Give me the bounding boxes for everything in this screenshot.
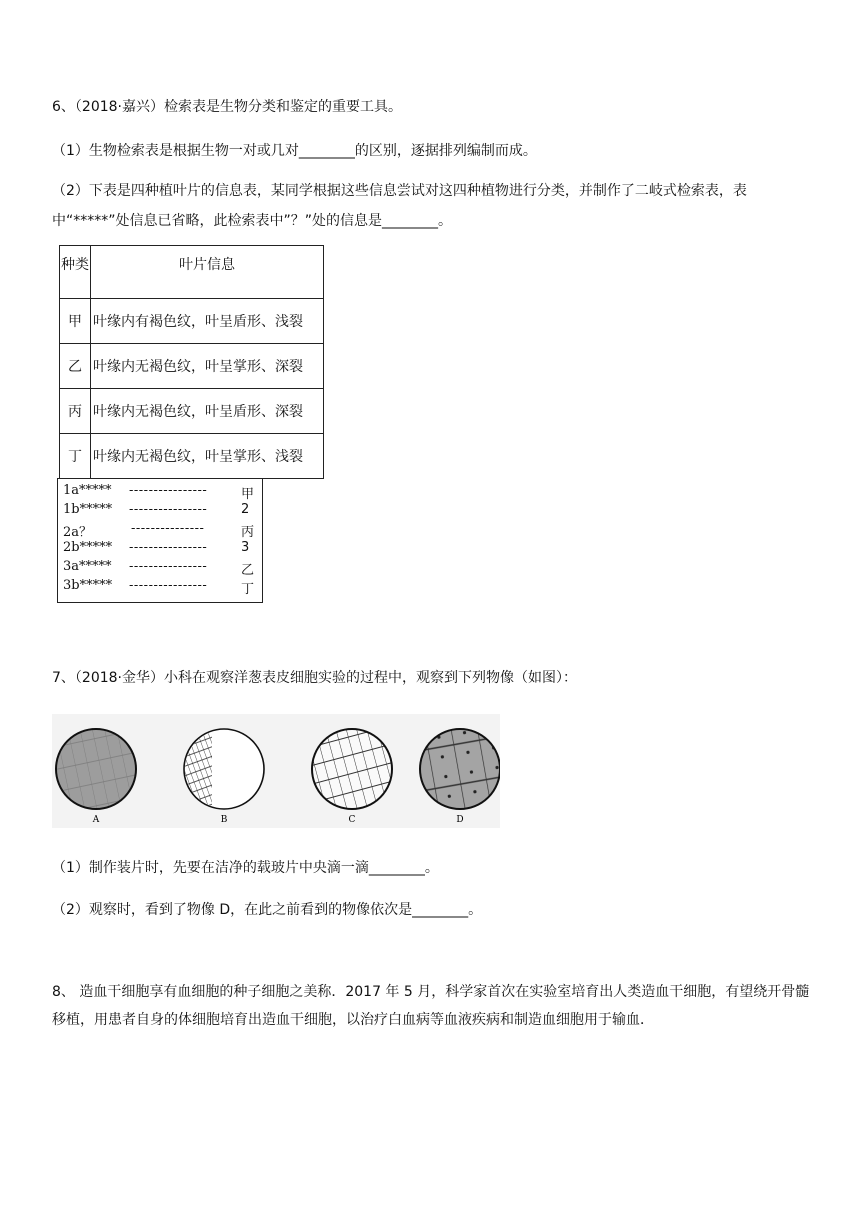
key-row: [63, 502, 258, 520]
table-header-leaf-info: 叶片信息: [91, 246, 324, 299]
key-result: 3: [241, 540, 250, 555]
table-row: [60, 299, 324, 344]
key-label: 1a*****: [63, 483, 112, 498]
key-result: 乙: [241, 563, 255, 578]
table-cell-leaf-info: 叶缘内无褐色纹，叶呈盾形、深裂: [91, 389, 324, 434]
table-cell-kind: 丙: [60, 389, 91, 434]
key-dashes: ----------------: [129, 502, 208, 517]
key-dashes: ---------------: [131, 521, 205, 536]
key-result: 丙: [241, 525, 255, 540]
image-label-a: A: [92, 815, 100, 825]
key-label: 2b*****: [63, 540, 113, 555]
table-cell-kind: 丁: [60, 434, 91, 479]
leaf-info-table: [59, 245, 324, 479]
table-cell-leaf-info: 叶缘内无褐色纹，叶呈掌形、浅裂: [91, 434, 324, 479]
q7-part2: （2）观察时，看到了物像 D，在此之前看到的物像依次是________。: [52, 902, 483, 918]
key-dashes: ----------------: [129, 483, 208, 498]
key-label: 1b*****: [63, 502, 113, 517]
table-header-kind: 种类: [60, 246, 91, 299]
q6-part2-line2: 中“*****”处信息已省略，此检索表中”？”处的信息是________。: [52, 213, 453, 229]
q6-part1: （1）生物检索表是根据生物一对或几对________的区别，逐据排列编制而成。: [52, 143, 537, 159]
key-result: 丁: [241, 582, 255, 597]
key-label: 2a？: [63, 525, 93, 540]
key-row: [63, 540, 258, 558]
microscope-views-illustration: [52, 714, 500, 828]
q7-part1: （1）制作装片时，先要在洁净的载玻片中央滴一滴________。: [52, 860, 439, 876]
key-row: [63, 521, 258, 539]
q7-title: 7、（2018·金华）小科在观察洋葱表皮细胞实验的过程中，观察到下列物像（如图）：: [52, 670, 577, 686]
microscope-images: [52, 714, 500, 828]
image-label-c: C: [348, 815, 356, 825]
key-row: [63, 578, 258, 596]
table-cell-leaf-info: 叶缘内无褐色纹，叶呈掌形、深裂: [91, 344, 324, 389]
key-result: 甲: [241, 487, 255, 502]
key-row: [63, 483, 258, 501]
key-result: 2: [241, 502, 250, 517]
key-label: 3a*****: [63, 559, 112, 574]
key-dashes: ----------------: [129, 559, 208, 574]
dichotomous-key: [57, 478, 263, 603]
image-label-d: D: [456, 815, 464, 825]
table-row: [60, 434, 324, 479]
image-label-b: B: [220, 815, 228, 825]
key-label: 3b*****: [63, 578, 113, 593]
key-dashes: ----------------: [129, 540, 208, 555]
q6-part2-line1: （2）下表是四种植叶片的信息表，某同学根据这些信息尝试对这四种植物进行分类，并制作了二岐式检索表，表: [52, 183, 747, 199]
table-cell-kind: 乙: [60, 344, 91, 389]
key-row: [63, 559, 258, 577]
q6-title: 6、（2018·嘉兴）检索表是生物分类和鉴定的重要工具。: [52, 99, 402, 115]
table-cell-kind: 甲: [60, 299, 91, 344]
table-cell-leaf-info: 叶缘内有褐色纹，叶呈盾形、浅裂: [91, 299, 324, 344]
table-row: [60, 389, 324, 434]
table-row: [60, 344, 324, 389]
q8-text: 8、 造血干细胞享有血细胞的种子细胞之美称．2017 年 5 月，科学家首次在实验室培育出人类造血干细胞，有望绕开骨髓移植，用患者自身的体细胞培育出造血干细胞，以治疗白血病等血液疾病和制造血细胞用于输血．: [52, 984, 810, 1028]
table-header-row: [60, 246, 324, 299]
key-dashes: ----------------: [129, 578, 208, 593]
